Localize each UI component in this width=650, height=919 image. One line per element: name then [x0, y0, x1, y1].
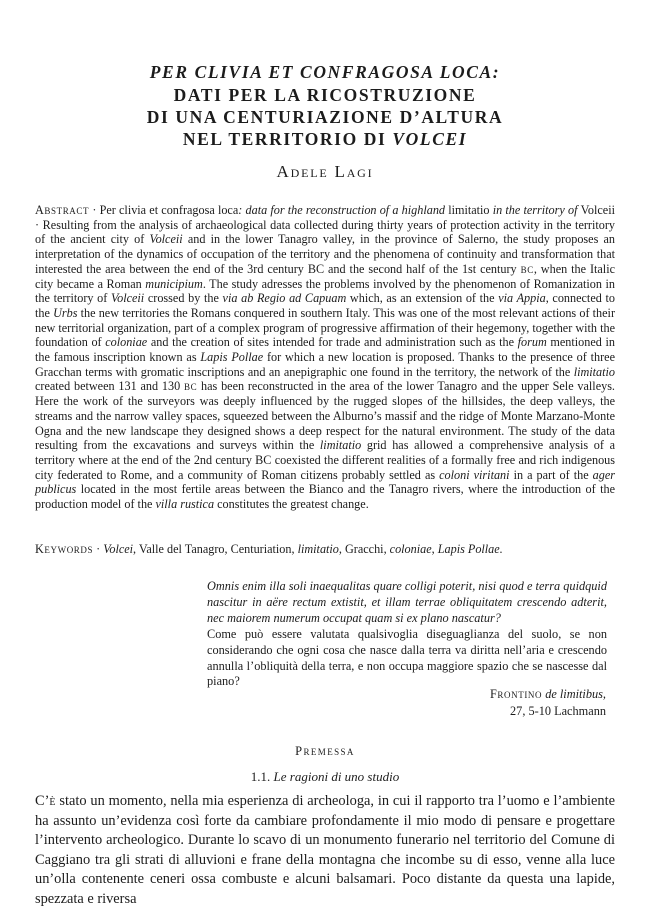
author-name: Adele Lagi — [276, 162, 374, 181]
text-segment: and the creation of sites intended for trade and administration such as the — [147, 335, 518, 350]
text-segment: in a part of the — [509, 467, 593, 482]
keywords-label: Keywords — [35, 542, 94, 556]
source-author: Frontino — [489, 687, 543, 701]
text-segment: , connected to the — [35, 291, 615, 320]
text-segment: coloniae — [105, 335, 148, 350]
abstract-body — [35, 203, 615, 511]
text-segment: Urbs — [53, 305, 78, 320]
subsection-title: Le ragioni di uno studio — [273, 769, 400, 784]
text-segment: mentioned in the famous inscription known as — [35, 335, 615, 365]
source-work: de limitibus, — [542, 687, 606, 701]
text-segment: · — [93, 542, 104, 556]
text-segment: Lapis Pollae. — [437, 542, 503, 556]
text-segment: located in the most fertile areas between the Bianco and the Tanagro rivers, where the introduction of the production model of the — [35, 482, 615, 512]
text-segment: limitatio — [448, 203, 490, 217]
text-segment: grid has allowed a comprehensive analysis of a territory where at the end of the 2nd century BC coexisted the different realities of a formally free and rich indigenous city federated to Rome, and a community of Roman citizens probably settled as — [35, 438, 615, 482]
keywords-body — [93, 542, 503, 556]
text-segment: in the territory of — [489, 203, 581, 217]
text-segment: villa rustica — [155, 497, 215, 512]
text-segment: Volceii — [111, 291, 145, 306]
subsection-heading — [0, 769, 650, 785]
text-segment: has been reconstructed in the area of the lower Tanagro and the upper Sele valleys. Here the work of the surveyors was deeply influenced by the rugged slopes of the hillsides, the deep valleys, the streams and the narrow valley spaces, squeezed between the Alburno’s massif and the ridge of Monte Marzano-Monte Ogna and the new landscape they designed shows a deep respect for the natural environment. The study of the data resulting from the excavations and surveys within the — [35, 379, 615, 453]
text-segment: Lapis Pollae — [200, 350, 264, 365]
text-segment: constitutes the greatest change. — [214, 497, 369, 512]
text-segment: for which a new location is proposed. Thanks to the presence of three Gracchan terms with gromatic inscriptions and an anepigraphic one found in the territory, the network of the — [35, 350, 615, 379]
body-dropcap: C’è — [35, 793, 56, 809]
abstract — [35, 203, 615, 512]
text-segment: Volceii · Resulting from the analysis of archaeological data collected during thirty years of protection activity in the territory of the ancient city of — [35, 203, 615, 247]
text-segment: the new territories the Romans conquered in southern Italy. This was one of the most relevant actions of their new territorial organization, part of a complex program of progressive affirmation of their hegemony, together with the foundation of — [35, 305, 616, 350]
title-line-1: PER CLIVIA ET CONFRAGOSA LOCA: — [149, 62, 501, 82]
text-segment: created between 131 and 130 — [35, 379, 184, 394]
text-segment: , when the Italic city became a Roman — [35, 261, 615, 291]
body-text: stato un momento, nella mia esperienza di archeologa, in cui il rapporto tra l’uomo e l’ambiente ha assunto un’evidenza così forte da cambiare profondamente il mio modo di pensare e progettare l’intervento archeologico. Durante lo scavo di un monumento funerario nel territorio del Comune di Caggiano tra gli strati di alluvioni e frane della montagna che incombe su di esso, venne alla luce un’olla contenente ceneri ossa combuste e alcuni balsamari. Poco distante da questa una lapide, spezzata e riversa — [35, 793, 615, 907]
epigraph-italian: Come può essere valutata qualsivoglia diseguaglianza del suolo, se non considerando che ogni cosa che nasce dalla terra va diritta nell’aria e crescendo annulla l’obliquità della terra, e non occupa maggiore spazio che se nascesse dal piano? — [207, 627, 607, 689]
text-segment: ager publicus — [35, 467, 615, 497]
text-segment: crossed by the — [144, 291, 223, 306]
subsection-number: 1.1. — [250, 769, 274, 784]
text-segment: coloni viritani — [439, 467, 510, 482]
text-segment: via Appia — [498, 291, 546, 306]
text-segment: , Gracchi, — [338, 542, 390, 556]
title-line-2: DATI PER LA RICOSTRUZIONE — [173, 85, 477, 105]
section-heading: Premessa — [295, 744, 355, 758]
title-line-3: DI UNA CENTURIAZIONE D’ALTURA — [146, 107, 504, 127]
text-segment: coloniae — [389, 542, 432, 556]
text-segment: via ab Regio ad Capuam — [222, 291, 347, 306]
text-segment: . The study adresses the problems involved by the phenomenon of Romanization in the territory of — [35, 276, 615, 306]
text-segment: forum — [517, 335, 547, 350]
text-segment: municipium — [145, 276, 203, 291]
epigraph-latin: Omnis enim illa soli inaequalitas quare colligi poterit, nisi quod e terra quidquid nascitur in aëre rectum extistit, et illam terrae obliquitatem crescendo adterit, nec maiorem numerum occupat quam si ex plano nascatur? — [207, 579, 607, 625]
text-segment: · Per clivia et confragosa loca — [89, 203, 239, 217]
text-segment: limitatio — [573, 364, 615, 379]
keywords — [35, 542, 615, 557]
text-segment: Volceii — [149, 232, 183, 247]
text-segment: Volcei — [103, 542, 134, 556]
abstract-label: Abstract — [35, 203, 90, 217]
text-segment: bc — [183, 379, 198, 394]
text-segment: limitatio — [319, 438, 362, 453]
text-segment: which, as an extension of the — [346, 291, 499, 306]
source-reference: 27, 5-10 Lachmann — [510, 704, 606, 718]
text-segment: , Valle del Tanagro, Centuriation, — [133, 542, 298, 556]
text-segment: and in the lower Tanagro valley, in the province of Salerno, the study proposes an interpretation of the dynamics of occupation of the territory and the phenomena of continuity and transformation that interested the area between the end of the 3rd century BC and the second half of the 1st century — [35, 232, 615, 276]
text-segment: bc — [520, 261, 534, 276]
epigraph-source — [207, 686, 606, 720]
body-paragraph — [35, 792, 615, 910]
text-segment: limitatio — [297, 542, 339, 556]
title-line-4: NEL TERRITORIO DI VOLCEI — [182, 129, 468, 149]
text-segment: , — [431, 542, 438, 556]
text-segment: : data for the reconstruction of a highland — [238, 203, 449, 217]
